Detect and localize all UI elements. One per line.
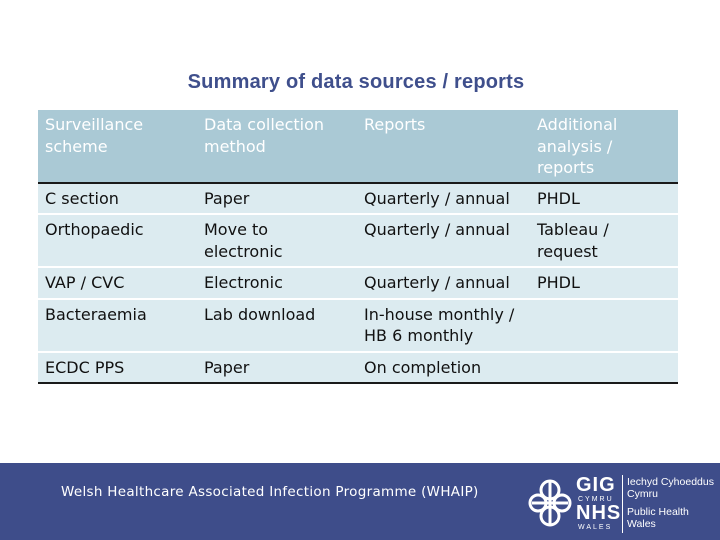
logo-cymru: CYMRU (578, 496, 614, 503)
org-name-english-2: Wales (627, 518, 656, 530)
table-row (38, 214, 678, 267)
table-cell: On completion (364, 357, 482, 377)
table-cell: Bacteraemia (45, 304, 147, 324)
table-cell (530, 352, 678, 384)
table-cell: C section (45, 188, 119, 208)
org-name-english-1: Public Health (627, 506, 689, 518)
table-cell: Tableau / request (537, 220, 609, 261)
celtic-knot-icon (528, 475, 572, 531)
table-row (38, 183, 678, 215)
logo-wales: WALES (578, 524, 613, 531)
logo-nhs: NHS (576, 502, 622, 524)
logo-divider (622, 475, 623, 533)
table-cell: PHDL (537, 273, 580, 292)
slide-title: Summary of data sources / reports (187, 71, 525, 93)
table-row (38, 267, 678, 299)
table-cell: ECDC PPS (45, 357, 125, 377)
table-cell: Orthopaedic (45, 220, 144, 239)
header-additional-analysis: Additional analysis / reports (537, 115, 618, 177)
table-cell: Electronic (204, 273, 283, 292)
table-cell: Quarterly / annual (364, 220, 510, 239)
table-cell: Quarterly / annual (364, 188, 510, 208)
header-surveillance-scheme: Surveillance scheme (45, 115, 144, 156)
org-name-welsh-2: Cymru (627, 488, 658, 500)
table-cell: Paper (204, 188, 250, 208)
phw-logo (528, 471, 718, 535)
header-data-collection-method: Data collection method (204, 115, 325, 156)
data-sources-table (38, 110, 678, 384)
table-row (38, 299, 678, 352)
table-cell: Move to electronic (204, 220, 283, 261)
table-header-row (38, 110, 678, 183)
org-name-welsh-1: Iechyd Cyhoeddus (627, 476, 714, 488)
table-cell (530, 299, 678, 352)
table-cell: PHDL (537, 188, 580, 208)
logo-gig: GIG (576, 474, 616, 496)
header-reports: Reports (364, 115, 426, 134)
programme-name: Welsh Healthcare Associated Infection Programme (WHAIP) (61, 484, 479, 500)
table-cell: Quarterly / annual (364, 273, 510, 292)
table-cell: Lab download (204, 304, 316, 324)
table-cell: VAP / CVC (45, 273, 125, 292)
table-cell: Paper (204, 357, 250, 377)
footer-band (0, 463, 720, 540)
table-cell: In-house monthly / HB 6 monthly (364, 304, 515, 345)
table-row (38, 352, 678, 384)
